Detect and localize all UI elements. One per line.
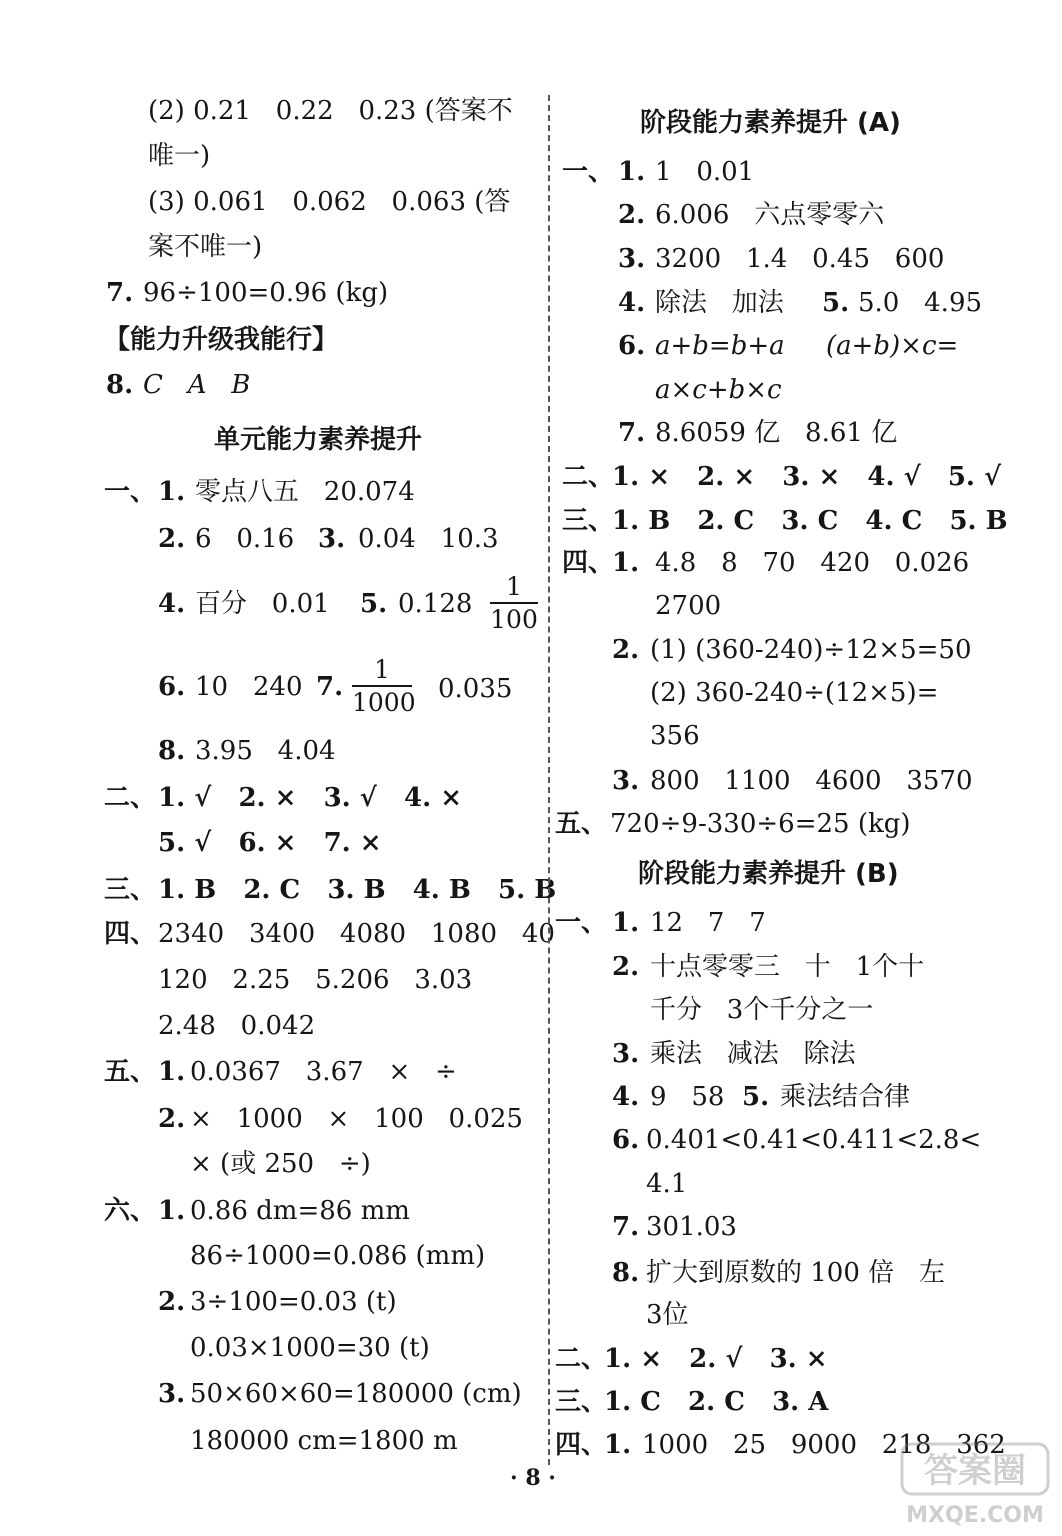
part-label: 三、 bbox=[104, 875, 157, 905]
section-title: 单元能力素养提升 bbox=[214, 425, 423, 455]
answer-line: 案不唯一) bbox=[148, 232, 263, 262]
part-label: 四、 bbox=[555, 1430, 608, 1460]
answer-line: 5. √ 6. × 7. × bbox=[158, 828, 382, 858]
question-number: 7. bbox=[106, 278, 134, 308]
answer-line: 3÷100=0.03 (t) bbox=[190, 1287, 397, 1317]
part-label: 三、 bbox=[555, 1387, 608, 1417]
question-number: 2. bbox=[612, 635, 640, 665]
answer-line: (3) 0.061 0.062 0.063 (答 bbox=[148, 187, 511, 217]
answer-line: 720÷9-330÷6=25 (kg) bbox=[610, 809, 911, 839]
question-number: 1. bbox=[158, 1196, 186, 1226]
question-number: 3. bbox=[612, 766, 640, 796]
answer-line: 乘法 减法 除法 bbox=[650, 1039, 856, 1069]
answer-line: × 1000 × 100 0.025 bbox=[190, 1104, 523, 1134]
question-number: 1. bbox=[158, 1057, 186, 1087]
answer-line: 356 bbox=[650, 721, 700, 751]
part-label: 一、 bbox=[562, 157, 615, 187]
question-number: 8. bbox=[612, 1258, 640, 1288]
answer-line: 4.1 bbox=[646, 1169, 688, 1199]
question-number: 7. bbox=[316, 672, 344, 702]
answer-line: a×c+b×c bbox=[655, 375, 782, 405]
part-label: 四、 bbox=[104, 919, 157, 949]
part-label: 二、 bbox=[562, 462, 615, 492]
page-number: · 8 · bbox=[510, 1465, 556, 1491]
answer-line: 0.0367 3.67 × ÷ bbox=[190, 1057, 457, 1087]
answer-line: × (或 250 ÷) bbox=[190, 1149, 371, 1179]
answer-line: 1. × 2. √ 3. × bbox=[604, 1344, 828, 1374]
answer-line: 8.6059 亿 8.61 亿 bbox=[655, 418, 898, 448]
answer-line: 1. B 2. C 3. C 4. C 5. B bbox=[612, 506, 1008, 536]
section-heading: 【能力升级我能行】 bbox=[104, 325, 339, 355]
fraction-denominator: 100 bbox=[490, 605, 538, 634]
svg-text:答案圈: 答案圈 bbox=[924, 1451, 1026, 1491]
part-label: 三、 bbox=[562, 506, 615, 536]
question-number: 1. bbox=[604, 1430, 632, 1460]
answer-line: 4.8 8 70 420 0.026 bbox=[655, 548, 970, 578]
answer-line: 2340 3400 4080 1080 40 bbox=[158, 919, 555, 949]
question-number: 4. bbox=[618, 288, 646, 318]
question-number: 2. bbox=[618, 200, 646, 230]
answer-line: 1. B 2. C 3. B 4. B 5. B bbox=[158, 875, 557, 905]
answer-line: 十点零零三 十 1个十 bbox=[650, 952, 925, 982]
answer-line: 扩大到原数的 100 倍 左 bbox=[646, 1258, 945, 1288]
answer-line: (2) 0.21 0.22 0.23 (答案不 bbox=[148, 96, 513, 126]
answer-line: (2) 360-240÷(12×5)= bbox=[650, 678, 939, 708]
answer-line: 12 7 7 bbox=[650, 908, 766, 938]
fraction-bar bbox=[490, 602, 538, 604]
fraction-denominator: 1000 bbox=[352, 688, 416, 717]
answer-line: 百分 0.01 bbox=[195, 589, 330, 619]
question-number: 2. bbox=[158, 1287, 186, 1317]
part-label: 二、 bbox=[555, 1344, 608, 1374]
fraction bbox=[490, 574, 538, 632]
column-divider bbox=[548, 95, 550, 1465]
answer-line: 180000 cm=1800 m bbox=[190, 1426, 458, 1456]
question-number: 1. bbox=[158, 477, 186, 507]
question-number: 6. bbox=[158, 672, 186, 702]
question-number: 8. bbox=[106, 370, 134, 400]
question-number: 5. bbox=[360, 589, 388, 619]
part-label: 五、 bbox=[555, 809, 608, 839]
question-number: 8. bbox=[158, 736, 186, 766]
answer-line: 0.128 bbox=[398, 589, 473, 619]
answer-line: 0.035 bbox=[438, 674, 513, 704]
answer-line: 120 2.25 5.206 3.03 bbox=[158, 965, 473, 995]
fraction-bar bbox=[352, 685, 412, 687]
answer-line: 50×60×60=180000 (cm) bbox=[190, 1379, 522, 1409]
question-number: 2. bbox=[158, 524, 186, 554]
answer-line: 5.0 4.95 bbox=[858, 288, 983, 318]
question-number: 7. bbox=[618, 418, 646, 448]
question-number: 3. bbox=[158, 1379, 186, 1409]
part-label: 二、 bbox=[104, 783, 157, 813]
answer-line: 0.401<0.41<0.411<2.8< bbox=[646, 1125, 982, 1155]
question-number: 3. bbox=[318, 524, 346, 554]
answer-line: 86÷1000=0.086 (mm) bbox=[190, 1241, 486, 1271]
answer-line: 3位 bbox=[646, 1300, 689, 1330]
part-label: 六、 bbox=[104, 1196, 157, 1226]
answer-line: 1. √ 2. × 3. √ 4. × bbox=[158, 783, 462, 813]
part-label: 一、 bbox=[555, 908, 608, 938]
question-number: 6. bbox=[618, 331, 646, 361]
answer-line: 乘法结合律 bbox=[780, 1082, 911, 1112]
answer-line: 2.48 0.042 bbox=[158, 1011, 316, 1041]
question-number: 2. bbox=[612, 952, 640, 982]
svg-text:MXQE.COM: MXQE.COM bbox=[906, 1503, 1044, 1528]
answer-line: 千分 3个千分之一 bbox=[650, 995, 874, 1025]
question-number: 3. bbox=[618, 244, 646, 274]
question-number: 1. bbox=[612, 908, 640, 938]
section-title: 阶段能力素养提升 (B) bbox=[638, 859, 899, 889]
answer-line: 除法 加法 bbox=[655, 288, 784, 318]
question-number: 5. bbox=[822, 288, 850, 318]
answer-line: 1. C 2. C 3. A bbox=[604, 1387, 829, 1417]
question-number: 7. bbox=[612, 1212, 640, 1242]
part-label: 一、 bbox=[104, 477, 157, 507]
answer-line: 1. × 2. × 3. × 4. √ 5. √ bbox=[612, 462, 1002, 492]
fraction-numerator: 1 bbox=[374, 655, 390, 684]
question-number: 6. bbox=[612, 1125, 640, 1155]
answer-line: 0.86 dm=86 mm bbox=[190, 1196, 410, 1226]
question-number: 3. bbox=[612, 1039, 640, 1069]
answer-line: 3.95 4.04 bbox=[195, 736, 336, 766]
answer-line: 6 0.16 bbox=[195, 524, 295, 554]
answer-line: 1 0.01 bbox=[655, 157, 755, 187]
answer-line: 800 1100 4600 3570 bbox=[650, 766, 973, 796]
fraction bbox=[352, 655, 416, 717]
question-number: 5. bbox=[742, 1082, 770, 1112]
part-label: 四、 bbox=[562, 548, 615, 578]
fraction-numerator: 1 bbox=[506, 572, 522, 601]
answer-line: 6.006 六点零零六 bbox=[655, 200, 885, 230]
answer-line: 9 58 bbox=[650, 1082, 725, 1112]
answer-line: 0.04 10.3 bbox=[358, 524, 499, 554]
question-number: 2. bbox=[158, 1104, 186, 1134]
question-number: 1. bbox=[612, 548, 640, 578]
answer-line: (1) (360-240)÷12×5=50 bbox=[650, 635, 972, 665]
answer-line: 唯一) bbox=[148, 141, 211, 171]
question-number: 1. bbox=[618, 157, 646, 187]
section-title: 阶段能力素养提升 (A) bbox=[640, 108, 901, 138]
question-number: 4. bbox=[612, 1082, 640, 1112]
question-number: 4. bbox=[158, 589, 186, 619]
answer-line: a+b=b+a (a+b)×c= bbox=[655, 331, 959, 361]
answer-line: 零点八五 20.074 bbox=[195, 477, 415, 507]
part-label: 五、 bbox=[104, 1057, 157, 1087]
answer-line: 301.03 bbox=[646, 1212, 737, 1242]
answer-line: 1000 25 9000 218 362 bbox=[642, 1430, 1006, 1460]
answer-line: 10 240 bbox=[195, 672, 303, 702]
answer-line: 3200 1.4 0.45 600 bbox=[655, 244, 945, 274]
watermark-logo bbox=[900, 1440, 1050, 1530]
answer-line: 2700 bbox=[655, 591, 722, 621]
answer-line: C A B bbox=[143, 370, 251, 400]
answer-line: 96÷100=0.96 (kg) bbox=[143, 278, 389, 308]
answer-line: 0.03×1000=30 (t) bbox=[190, 1333, 430, 1363]
